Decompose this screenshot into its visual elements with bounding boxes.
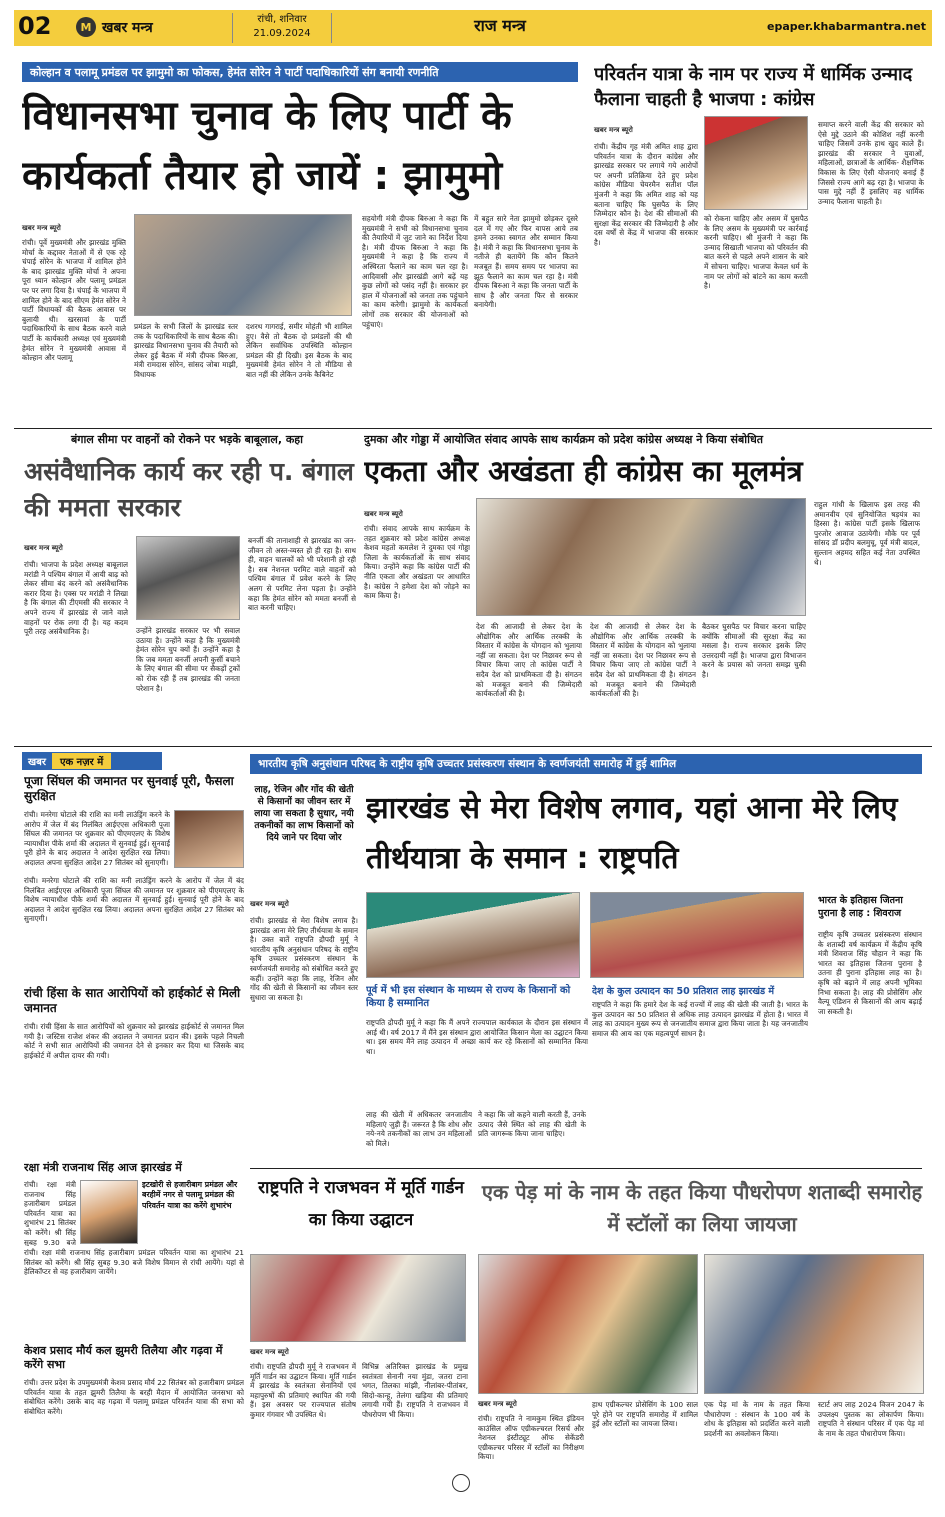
story8-headline: एक पेड़ मां के नाम के तहत किया पौधरोपण शताब्दी समारोह में स्टॉलों का लिया जायजा <box>481 1180 923 1236</box>
story7-headline: राष्ट्रपति ने राजभवन में मूर्ति गार्डन का किया उद्घाटन <box>258 1178 464 1230</box>
story4-col1: रांची। संवाद आपके साथ कार्यक्रम के तहत शुक्रवार को प्रदेश कांग्रेस अध्यक्ष केशव महतो कमलेश ने दुमका एवं गोड्डा जिला के कार्यकर्ताओं के साथ संवाद किया। उन्होंने कहा कि कांग्रेस पार्टी की नीति एकता और अखंडता पर आधारित है। कांग्रेस ने हमेशा देश को जोड़ने का काम किया है। <box>364 524 470 601</box>
story3-headline: असंवैधानिक कार्य कर रही प. बंगाल की ममता सरकार <box>24 457 354 522</box>
story3-photo <box>136 536 240 620</box>
brief1-headline: पूजा सिंघल की जमानत पर सुनवाई पूरी, फैसला सुरक्षित <box>24 774 234 803</box>
story1-band: कोल्हान व पलामू प्रमंडल पर झामुमो का फोकस, हेमंत सोरेन ने पार्टी पदाधिकारियों संग बनायी रणनीति <box>22 62 578 82</box>
brief3-headline: रक्षा मंत्री राजनाथ सिंह आज झारखंड में <box>24 1161 182 1174</box>
story6-col4: लाह की खेती में अधिकतर जनजातीय महिलाएं जुड़ी हैं। जरूरत है कि शोध और नये-नये तकनीकों का लाभ उन महिलाओं को मिले। <box>366 1110 472 1148</box>
section-title: राज मन्त्र <box>474 16 526 35</box>
story1-col1: रांची। पूर्वे मुख्यमंत्री और झारखंड मुक्ति मोर्चा के कद्दावर नेताओं में से एक रहे चंपाई सोरेन के भाजपा में शामिल होने के बाद झारखंड मुक्ति मोर्चा ने अपना पूरा ध्यान कोल्हान और पलामू प्रमंडल पर पर लगा दिया है। चंपाई के भाजपा में शामिल होने के बाद सीएम हेमंत सोरेन ने पार्टी विधायकों की बैठक आवास पर बुलायी थी। खरसावां के पार्टी पदाधिकारियों के साथ बैठक करने वाले पार्टी के कार्यकारी अध्यक्ष एवं मुख्यमंत्री हेमंत सोरेन ने मुख्यमंत्री आवास में कोल्हान और पलामू <box>22 238 126 363</box>
brief3-body: रांची। रक्षा मंत्री राजनाथ सिंह हजारीबाग प्रमंडल परिवर्तन यात्रा का शुभारंभ 21 सितंबर को करेंगे। श्री सिंह सुबह 9.30 बजे <box>24 1180 76 1246</box>
dateline <box>232 13 332 43</box>
story6-headline: झारखंड से मेरा विशेष लगाव, यहां आना मेरे लिए तीर्थयात्रा के समान : राष्ट्रपति <box>366 791 898 876</box>
story7-byline: खबर मन्त्र ब्यूरो <box>250 1348 289 1356</box>
story3-col2: उन्होंने झारखंड सरकार पर भी सवाल उठाया है। उन्होंने कहा है कि मुख्यमंत्री हेमंत सोरेन चुप क्यों हैं। उन्होंने कहा है कि जब ममता बनर्जी अपनी कुर्सी बचाने के लिए बंगाल की सीमा पर सैकड़ों ट्रकों को रोक रही हैं तब झारखंड की जनता परेशान है। <box>136 626 240 693</box>
brief4-body: रांची। उत्तर प्रदेश के उपमुख्यमंत्री केशव प्रसाद मौर्य 22 सितंबर को हजारीबाग प्रमंडल परिवर्तन यात्रा के तहत झुमरी तिलैया के बरही मैदान में आयोजित जनसभा को संबोधित करेंगे। उसके बाद वह गढ़वा में पलामू प्रमंडल परिवर्तन यात्रा की सभा को संबोधित करेंगे। <box>24 1378 244 1416</box>
story2-col3: समाप्त करने वाली केंद्र की सरकार को ऐसे मुद्दे उठाने की कोशिश नहीं करनी चाहिए जिसमें उनके हाथ खुद काले हैं। झारखंड की सरकार ने युवाओं, महिलाओं, छात्राओं के आर्थिक- शैक्षणिक विकास के लिए ऐसी योजनाएं बनाई हैं जिससे राज्य आगे बढ़ रहा है। भाजपा के पास मुद्दे नहीं हैं इसलिए वह धार्मिक उन्माद फैलाना चाहती है। <box>818 120 924 206</box>
story4-headline: एकता और अखंडता ही कांग्रेस का मूलमंत्र <box>364 454 803 488</box>
story3-kicker: बंगाल सीमा पर वाहनों को रोकने पर भड़के बाबूलाल, कहा <box>71 433 303 446</box>
brief2-body: रांची। रांची हिंसा के सात आरोपियों को शुक्रवार को झारखंड हाईकोर्ट से जमानत मिल गयी है। जस्टिस राजेश शंकर की अदालत ने जमानत प्रदान की। इसके पहले निचली कोर्ट ने सभी सात आरोपियों की जमानत देने से इनकार कर दिया था जिसके बाद हाईकोर्ट में अपील दायर की गयी। <box>24 1022 244 1060</box>
logo-icon: M <box>76 17 96 37</box>
story3-col3: बनर्जी की तानाशाही से झारखंड का जन-जीवन तो अस्त-व्यस्त हो ही रहा है। साथ ही, वाहन चालकों को भी परेशानी हो रही है। सब नेशनल परमिट वाले वाहनों को पश्चिम बंगाल में प्रवेश करने के लिए अलग से परमिट लेना पड़ता है। उन्होंने कहा कि हेमंत सोरेन को ममता बनर्जी से बात करनी चाहिए। <box>248 536 356 613</box>
story6-photo2 <box>590 892 804 978</box>
story4-byline: खबर मन्त्र ब्यूरो <box>364 510 403 518</box>
story4-kicker: दुमका और गोड्डा में आयोजित संवाद आपके साथ कार्यक्रम को प्रदेश कांग्रेस अध्यक्ष ने किया संबोधित <box>364 433 763 446</box>
brief1-body: रांची। मनरेगा घोटाले की राशि का मनी लाउंड्रिंग करने के आरोप में जेल में बंद निलंबित आईएएस अधिकारी पूजा सिंघल की जमानत पर शुक्रवार को पीएमएलए के विशेष न्यायाधीश पीके शर्मा की अदालत में सुनवाई हुई। सुनवाई पूरी होने के बाद अदालत ने आदेश सुरक्षित रख लिया। अदालत अपना सुरक्षित आदेश 27 सितंबर को सुनाएगी। <box>24 810 170 867</box>
tag-brand: खबर <box>28 757 46 768</box>
story8-col3: एक पेड़ मां के नाम के तहत किया पौधारोपण : संस्थान के 100 वर्ष के शोध के इतिहास को प्रदर्शित करने वाली प्रदर्शनी का अवलोकन किया। <box>704 1400 810 1438</box>
tag-label: एक नज़र में <box>52 753 111 769</box>
story1-col2: प्रमंडल के सभी जिलों के झारखंड स्तर तक के पदाधिकारियों के साथ बैठक की। झारखंड विधानसभा चुनाव की तैयारी को लेकर हुई बैठक में मंत्री दीपक बिरुआ, मंत्री रामदास सोरेन, सांसद जोबा माझी, विधायक <box>134 322 238 379</box>
story1-byline: खबर मन्त्र ब्यूरो <box>22 224 61 232</box>
site-url[interactable]: epaper.khabarmantra.net <box>767 20 926 33</box>
brief3-photo <box>80 1180 138 1244</box>
story6-side-headline: भारत के इतिहास जितना पुराना है लाह : शिवराज <box>818 895 903 919</box>
story1-col3: दशरथ गागराई, समीर मोहंती भी शामिल हुए। वैसे तो बैठक दो प्रमंडलों की थी लेकिन सर्वाधिक उपस्थिति कोल्हान प्रमंडल की ही दिखी। इस बैठक के बाद मुख्यमंत्री हेमंत सोरेन ने तो मीडिया से बात नहीं की लेकिन उनके कैबिनेट <box>246 322 352 379</box>
story6-subhead1: पूर्व में भी इस संस्थान के माध्यम से राज्य के किसानों को किया है सम्मानित <box>366 985 571 1009</box>
story4-photo <box>476 498 806 616</box>
story2-byline: खबर मन्त्र ब्यूरो <box>594 126 633 134</box>
story4-col2: देश की आजादी से लेकर देश के औद्योगिक और आर्थिक तरक्की के विस्तार में कांग्रेस के योगदान को भुलाया नहीं जा सकता। देश पर निछावर रूप से विचार किया जाए तो कांग्रेस पार्टी ने सदैव देश को प्राथमिकता दी है। संगठन को मजबूत बनाने की जिम्मेदारी कार्यकर्ताओं की है। <box>476 622 582 699</box>
story8-byline: खबर मन्त्र ब्यूरो <box>478 1400 517 1408</box>
story7-photo <box>250 1254 466 1342</box>
story6-band: भारतीय कृषि अनुसंधान परिषद के राष्ट्रीय कृषि उच्चतर प्रसंस्करण संस्थान के स्वर्णजयंती समारोह में हुई शामिल <box>250 754 922 774</box>
story8-photo1 <box>478 1254 698 1394</box>
story2-col2: को रोकना चाहिए और असम में घुसपैठ के लिए असम के मुख्यमंत्री पर कार्रवाई करनी चाहिए। श्री मुंजनी ने कहा कि उन्माद सिखाती भाजपा को परिवर्तन की बात करने से पहले अपने शासन के बारे में सोचना चाहिए। भाजपा केवल धर्म के नाम पर लोगों को बांटने का काम करती है। <box>704 214 808 291</box>
registration-mark-icon <box>452 1474 470 1492</box>
story8-photo2 <box>704 1254 924 1394</box>
brief3-side: इटखोरी से हजारीबाग प्रमंडल और बरहीमें नगर से पलामू प्रमंडल की परिवर्तन यात्रा का करेंगे शुभारंभ <box>142 1180 238 1210</box>
story6-col2: राष्ट्रपति द्रौपदी मुर्मू ने कहा कि मैं अपने राज्यपाल कार्यकाल के दौरान इस संस्थान में आई थी। वर्ष 2017 में मैंने इस संस्थान द्वारा आयोजित किसान मेला का उद्घाटन किया था। इस समय मैंने लाह उत्पादन में अच्छा कार्य कर रहे किसानों को सम्मानित किया था। <box>366 1018 588 1056</box>
brief1-photo <box>174 810 244 868</box>
divider <box>250 1168 922 1169</box>
story6-pullquote: लाह, रेजिन और गोंद की खेती से किसानों का जीवन स्तर में लाया जा सकता है सुधार, नयी तकनीकों का लाभ किसानों को दिये जाने पर दिया जोर <box>254 785 354 843</box>
story7-col1: रांची। राष्ट्रपति द्रौपदी मुर्मू ने राजभवन में मूर्ति गार्डन का उद्घाटन किया। मूर्ति गार्डन में झारखंड के स्वतंत्रता सेनानियों एवं महापुरुषों की प्रतिमाएं स्थापित की गयी हैं। इस अवसर पर राज्यपाल संतोष कुमार गंगवार भी उपस्थित थे। <box>250 1362 356 1419</box>
story4-col2b: देश की आजादी से लेकर देश के औद्योगिक और आर्थिक तरक्की के विस्तार में कांग्रेस के योगदान को भुलाया नहीं जा सकता। देश पर निछावर रूप से विचार किया जाए तो कांग्रेस पार्टी ने सदैव देश को प्राथमिकता दी है। संगठन को मजबूत बनाने की जिम्मेदारी कार्यकर्ताओं की है। <box>590 622 696 699</box>
date-city: रांची, शनिवार <box>257 14 307 25</box>
story2-photo <box>704 116 808 210</box>
story1-headline: विधानसभा चुनाव के लिए पार्टी के कार्यकर्ता तैयार हो जायें : झामुमो <box>22 93 512 199</box>
brief4-headline: केशव प्रसाद मौर्य कल झुमरी तिलैया और गढ़वा में करेंगे सभा <box>24 1344 223 1371</box>
divider <box>14 428 932 429</box>
brand-name: खबर मन्त्र <box>102 19 153 36</box>
story7-col2: विभिन्न अतिरिक्त झारखंड के प्रमुख स्वतंत्रता सेनानी नया मुंडा, जतरा टाना भगत, तिलका मांझी, नीलांबर-पीतांबर, सिदो-कान्हू, तेलंगा खड़िया की प्रतिमाएं लगायी गयी हैं। राष्ट्रपति ने राजभवन में पौधरोपण भी किया। <box>362 1362 468 1419</box>
story3-byline: खबर मन्त्र ब्यूरो <box>24 544 63 552</box>
story6-photo1 <box>366 892 580 978</box>
story6-byline: खबर मन्त्र ब्यूरो <box>250 900 289 908</box>
news-brief-tag <box>22 752 162 770</box>
story6-col1: रांची। झारखंड से मेरा विशेष लगाव है। झारखंड आना मेरे लिए तीर्थयात्रा के समान है। उक्त बातें राष्ट्रपति द्रौपदी मुर्मू ने भारतीय कृषि अनुसंधान परिषद के राष्ट्रीय कृषि उच्चतर प्रसंस्करण संस्थान के स्वर्णजयंती समारोह को संबोधित करते हुए कहीं। उन्होंने कहा कि लाह, रेजिन और गोंद की खेती से किसानों का जीवन स्तर सुधारा जा सकता है। <box>250 916 358 1002</box>
story6-subhead2: देश के कुल उत्पादन का 50 प्रतिशत लाह झारखंड में <box>592 986 775 997</box>
story8-col1: रांची। राष्ट्रपति ने नामकुम स्थित इंडियन काउंसिल ऑफ एग्रीकल्चरल रिसर्च और नेशनल इंस्टीट्यूट ऑफ सेकेंडरी एग्रीकल्चर परिसर में स्टॉलों का निरीक्षण किया। <box>478 1414 584 1462</box>
brief1-body-cont: रांची। मनरेगा घोटाले की राशि का मनी लाउंड्रिंग करने के आरोप में जेल में बंद निलंबित आईएएस अधिकारी पूजा सिंघल की जमानत पर शुक्रवार को पीएमएलए के विशेष न्यायाधीश पीके शर्मा की अदालत में सुनवाई हुई। सुनवाई पूरी होने के बाद अदालत ने आदेश सुरक्षित रख लिया। अदालत अपना सुरक्षित आदेश 27 सितंबर को सुनाएगी। <box>24 876 244 924</box>
story2-col1: रांची। केंद्रीय गृह मंत्री अमित शाह द्वारा परिवर्तन यात्रा के दौरान कांग्रेस और झारखंड सरकार पर लगाये गये आरोपों पर अपनी प्रतिक्रिया देते हुए प्रदेश कांग्रेस मीडिया चेयरमैन सतीश पॉल मुंजनी ने कहा कि अमित शाह को यह बताना चाहिए कि घुसपैठ के लिए जिम्मेदार कौन है। देश की सीमाओं की सुरक्षा केंद्र सरकार की जिम्मेदारी है और दस वर्षों से केंद्र में भाजपा की सरकार है। <box>594 142 698 247</box>
story4-col4: राहुल गांधी के खिलाफ इस तरह की अमानवीय एवं सुनियोजित षड़यंत्र का हिस्सा है। कांग्रेस पार्टी इसके खिलाफ पुरजोर आवाज उठायेगी। मौके पर पूर्व सांसद डॉ प्रदीप बलमुचू, पूर्व मंत्री बादल, सुल्तान अहमद सहित कई नेता उपस्थित थे। <box>814 500 920 567</box>
divider <box>14 746 932 747</box>
story1-col4: सहयोगी मंत्री दीपक बिरुआ ने कहा कि मुख्यमंत्री ने सभी को विधानसभा चुनाव की तैयारियों में जुट जाने का निर्देश दिया है। मंत्री दीपक बिरुआ ने कहा कि मुख्यमंत्री ने कहा है कि राज्य में अस्थिरता फैलाने का काम चल रहा है। आदिवासी और झारखंडी आगे बढ़ें यह कुछ लोगों को पसंद नहीं है। सरकार हर हाल में योजनाओं को जनता तक पहुंचाने का काम करेगी। झामुमो के कार्यकर्ता लोगों तक सरकार की योजनाओं को पहुंचाएं। <box>362 214 468 329</box>
story8-col4: स्टार्ट अप लाह 2024 विजन 2047 के उपलक्ष्य पुस्तक का लोकार्पण किया। राष्ट्रपति ने संस्थान परिसर में एक पेड़ मां के नाम के तहत पौधारोपण किया। <box>818 1400 924 1438</box>
story8-col2: हाथ एग्रीकल्चर प्रोसेसिंग के 100 साल पूरे होने पर राष्ट्रपति समारोह में शामिल हुई और स्टॉलों का जायजा लिया। <box>592 1400 698 1429</box>
story1-photo <box>134 214 352 316</box>
story4-col3: बैठकर घुसपैठ पर विचार करना चाहिए क्योंकि सीमाओं की सुरक्षा केंद्र का मसला है। राज्य सरकार इसके लिए उत्तरदायी नहीं है। भाजपा द्वारा विभाजन करने के प्रयास को जनता समझ चुकी है। <box>702 622 806 679</box>
date: 21.09.2024 <box>253 28 311 39</box>
brand-logo <box>76 15 196 39</box>
story6-side-body: राष्ट्रीय कृषि उच्चतर प्रसंस्करण संस्थान के शताब्दी वर्ष कार्यक्रम में केंद्रीय कृषि मंत्री शिवराज सिंह चौहान ने कहा कि भारत का इतिहास जितना पुराना है उतना ही पुराना इतिहास लाह का है। कृषि को बढ़ाने में लाह अपनी भूमिका निभा सकता है। लाह की प्रोसेसिंग और वैल्यू एडिशन से किसानों की आय बढ़ाई जा सकती है। <box>818 930 922 1016</box>
story1-col5: में बहुत सारे नेता झामुमो छोड़कर दूसरे दल में गए और फिर वापस आये तब हमने उनका स्वागत और सम्मान किया है। मंत्री ने कहा कि विधानसभा चुनाव के नतीजे ही बतायेंगे कि कौन कितने मजबूत हैं। समय समय पर भाजपा का झूठ फैलाने का काम चल रहा है। मंत्री दीपक बिरुआ ने कहा कि जनता पार्टी के साथ है और जनता फिर से सरकार बनायेगी। <box>474 214 578 310</box>
story2-headline: परिवर्तन यात्रा के नाम पर राज्य में धार्मिक उन्माद फैलाना चाहती है भाजपा : कांग्रेस <box>594 64 913 110</box>
page-number: 02 <box>18 12 52 40</box>
story3-col1: रांची। भाजपा के प्रदेश अध्यक्ष बाबूलाल मरांडी ने पश्चिम बंगाल में आयी बाढ़ को लेकर सीमा बंद करने को असंवैधानिक करार दिया है। एक्स पर मरांडी ने लिखा है कि बंगाल की टीएमसी की सरकार ने अपने राज्य में झारखंड से जाने वाले वाहनों पर रोक लगा दी है। यह कदम पूरी तरह असंवैधानिक है। <box>24 560 128 637</box>
brief2-headline: रांची हिंसा के सात आरोपियों को हाईकोर्ट से मिली जमानत <box>24 986 241 1015</box>
story6-col5: ने कहा कि जो कहने वाली करती हैं, उनके उत्पाद जैसे स्थित को लाह की खेती के प्रति जागरूक किया जाना चाहिए। <box>478 1110 586 1139</box>
brief3-body-cont: रांची। रक्षा मंत्री राजनाथ सिंह हजारीबाग प्रमंडल परिवर्तन यात्रा का शुभारंभ 21 सितंबर को करेंगे। श्री सिंह सुबह 9.30 बजे विशेष विमान से रांची आयेंगे। यहां से हेलिकॉप्टर से वह हजारीबाग जायेंगे। <box>24 1248 244 1277</box>
story6-col3: राष्ट्रपति ने कहा कि हमारे देश के कई राज्यों में लाह की खेती की जाती है। भारत के कुल उत्पादन का 50 प्रतिशत से अधिक लाह उत्पादन झारखंड में होता है। भारत में लाह का उत्पादन मुख्य रूप से जनजातीय समाज द्वारा किया जाता है। यह जनजातीय समाज की आय का एक महत्वपूर्ण साधन है। <box>592 1000 808 1038</box>
